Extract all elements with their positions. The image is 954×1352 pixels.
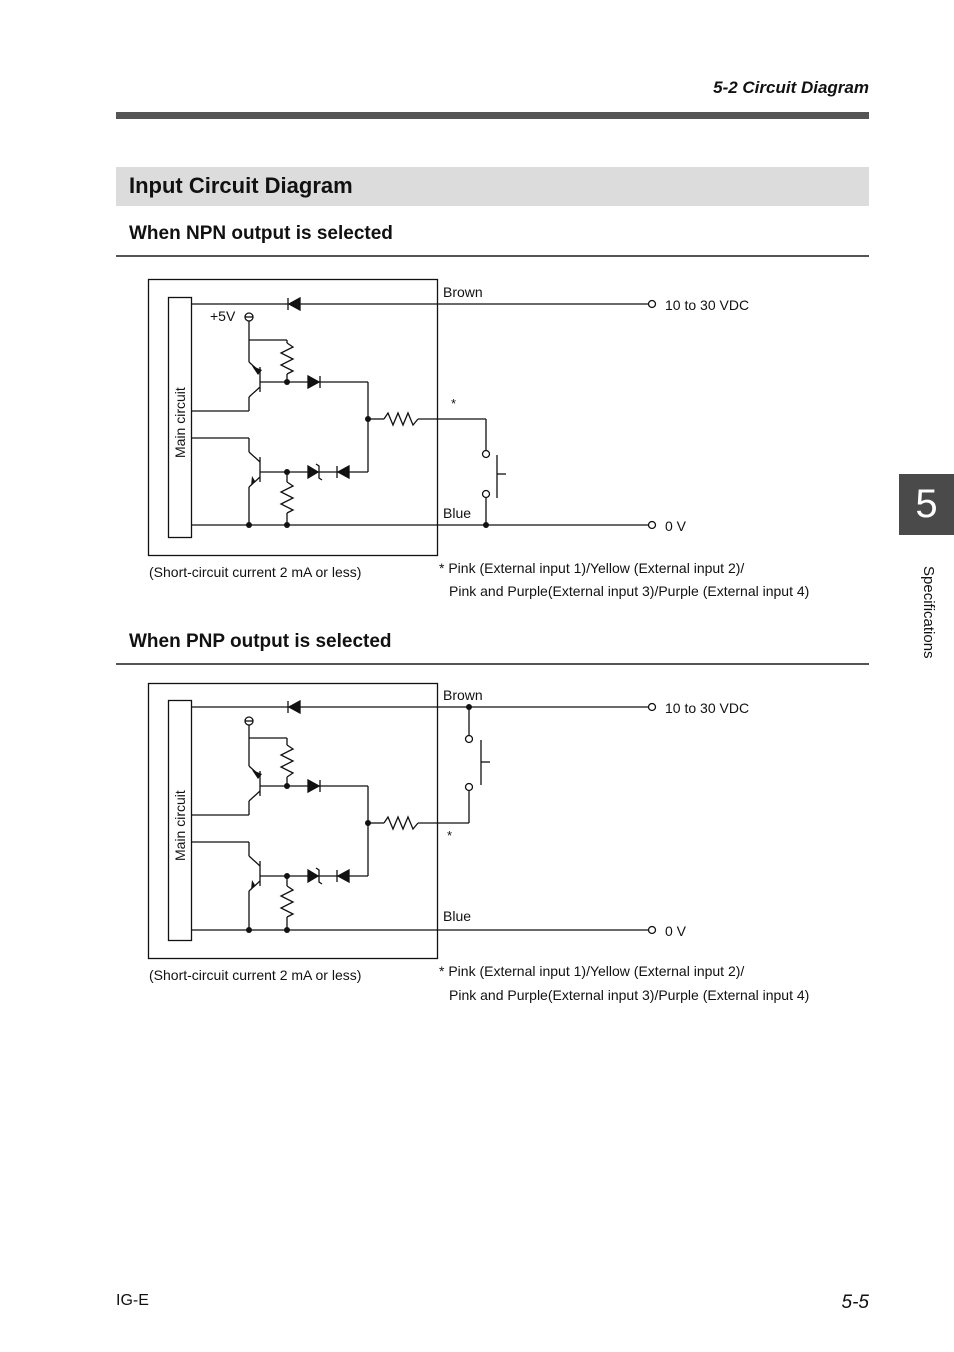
chapter-side-label: Specifications [920,566,937,659]
pnp-short-circuit-note: (Short-circuit current 2 mA or less) [149,967,362,983]
npn-label-zero: 0 V [665,518,687,534]
section-title: Input Circuit Diagram [129,173,353,198]
chapter-tab: 5 [899,474,954,535]
pnp-label-star: * [447,828,453,843]
npn-label-main-circuit: Main circuit [172,387,188,458]
pnp-note-line1: * Pink (External input 1)/Yellow (External input 2)/ [439,963,745,979]
running-header: 5-2 Circuit Diagram [713,78,869,97]
pnp-note-line2: Pink and Purple(External input 3)/Purple (External input 4) [449,987,810,1003]
pnp-label-brown: Brown [443,687,483,703]
npn-label-supply: 10 to 30 VDC [665,297,750,313]
npn-short-circuit-note: (Short-circuit current 2 mA or less) [149,564,362,580]
pnp-label-supply: 10 to 30 VDC [665,700,750,716]
npn-note-line1: * Pink (External input 1)/Yellow (External input 2)/ [439,560,745,576]
pnp-label-blue: Blue [443,908,472,924]
npn-label-blue: Blue [443,505,472,521]
pnp-label-zero: 0 V [665,923,687,939]
npn-subtitle: When NPN output is selected [129,223,393,244]
npn-label-brown: Brown [443,284,483,300]
footer-page-number: 5-5 [841,1292,869,1313]
npn-label-star: * [451,396,457,411]
footer-doc-code: IG-E [116,1292,149,1309]
npn-note-line2: Pink and Purple(External input 3)/Purple (External input 4) [449,583,810,599]
pnp-label-main-circuit: Main circuit [172,790,188,861]
pnp-subtitle: When PNP output is selected [129,631,392,652]
npn-label-plus5v: +5V [210,308,236,324]
